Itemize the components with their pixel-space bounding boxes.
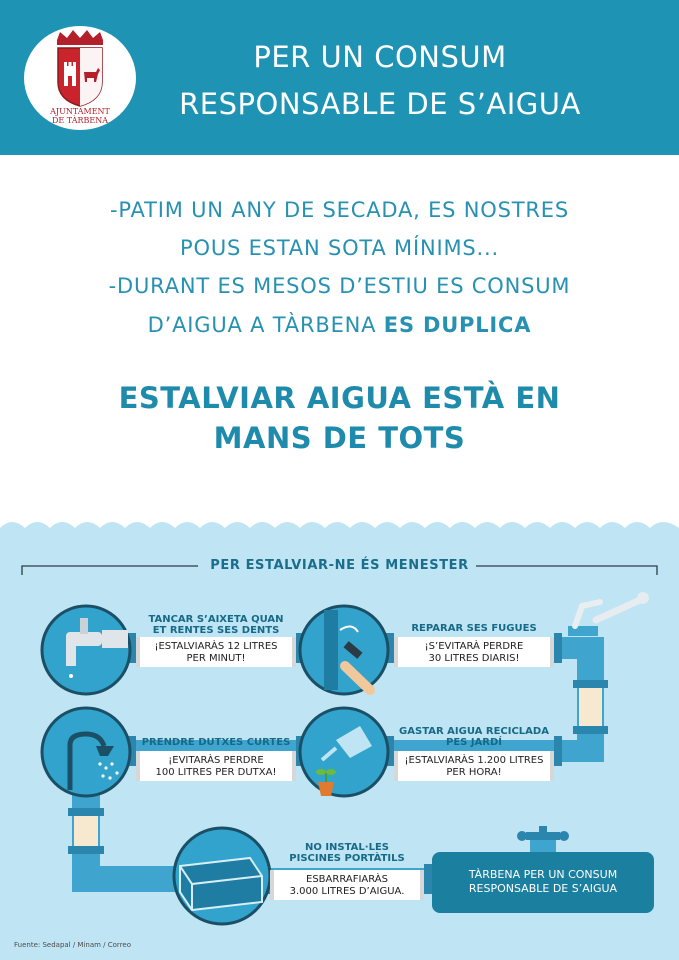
pool-icon [174, 828, 270, 924]
tip-4-box [394, 751, 554, 781]
intro-line-3: -DURANT ES MESOS D’ESTIU ES CONSUM [108, 274, 571, 298]
tip-5-title-line-2: PISCINES PORTÀTILS [289, 853, 405, 864]
intro-line-4-text: D’AIGUA A TÀRBENA [147, 313, 384, 337]
tip-5-box [270, 870, 424, 900]
tip-4-title-line-1: GASTAR AIGUA RECICLADA [399, 726, 549, 737]
tip-2-line-2: 30 LITRES DIARIS! [428, 653, 520, 664]
pipe-cream-section-2 [74, 816, 98, 846]
pipe-cream-section [579, 688, 602, 726]
tip-5-line-1: ESBARRAFIARÀS [306, 874, 388, 885]
tip-1-title-line-2: ET RENTES SES DENTS [152, 625, 280, 636]
headline-line-2: MANS DE TOTS [213, 421, 466, 455]
tip-1-box [136, 637, 296, 667]
page-title-line-2: RESPONSABLE DE S’AIGUA [179, 87, 581, 121]
source-credit: Fuente: Sedapal / Minam / Correo [14, 941, 132, 949]
tip-3-line-2: 100 LITRES PER DUTXA! [155, 767, 277, 778]
closing-line-2: RESPONSABLE DE S’AIGUA [468, 882, 618, 895]
intro-line-4-emphasis: ES DUPLICA [383, 313, 532, 337]
tip-1-line-1: ¡ESTALVIARÀS 12 LITRES [154, 641, 278, 652]
tip-2-title-line-1: REPARAR SES FUGUES [411, 623, 537, 634]
tip-3-box [136, 751, 296, 781]
tip-2-line-1: ¡S’EVITARÀ PERDRE [424, 641, 524, 652]
faucet-icon [42, 606, 130, 694]
tip-2-title [386, 623, 562, 634]
tip-4-title-line-2: PES JARDÍ [445, 737, 503, 748]
tip-3-title-line-1: PRENDRE DUTXES CURTES [141, 737, 291, 748]
tip-3-title [128, 737, 304, 748]
header-banner [0, 0, 679, 155]
intro-line-1: -PATIM UN ANY DE SECADA, ES NOSTRES [110, 198, 569, 222]
tip-1-line-2: PER MINUT! [186, 653, 246, 664]
section-title: PER ESTALVIAR-NE ÉS MENESTER [210, 558, 469, 573]
tip-5-title [262, 842, 432, 864]
tip-5-line-2: 3.000 LITRES D’AIGUA. [289, 886, 405, 897]
tip-4-line-2: PER HORA! [446, 767, 502, 778]
tip-4-line-1: ¡ESTALVIARÀS 1.200 LITRES [404, 755, 544, 766]
page-title-line-1: PER UN CONSUM [253, 40, 507, 74]
intro-line-4 [0, 313, 679, 337]
tip-5-title-line-1: NO INSTAL·LES [304, 842, 389, 853]
logo-line-1: AJUNTAMENT [50, 107, 110, 116]
tip-1-title [128, 614, 304, 636]
tip-2-box [394, 637, 554, 667]
intro-line-2: POUS ESTAN SOTA MÍNIMS... [180, 236, 499, 260]
tip-3-line-1: ¡EVITARÀS PERDRE [168, 755, 264, 766]
shower-icon [42, 708, 130, 796]
watering-can-icon [300, 708, 388, 796]
closing-message-box [432, 852, 654, 913]
closing-line-1: TÀRBENA PER UN CONSUM [468, 868, 618, 881]
leaking-pipe-icon [300, 606, 388, 694]
tip-4-title [386, 726, 562, 748]
headline-line-1: ESTALVIAR AIGUA ESTÀ EN [118, 381, 561, 415]
tip-1-title-line-1: TANCAR S’AIXETA QUAN [148, 614, 284, 625]
logo-line-2: DE TÀRBENA [52, 116, 108, 125]
